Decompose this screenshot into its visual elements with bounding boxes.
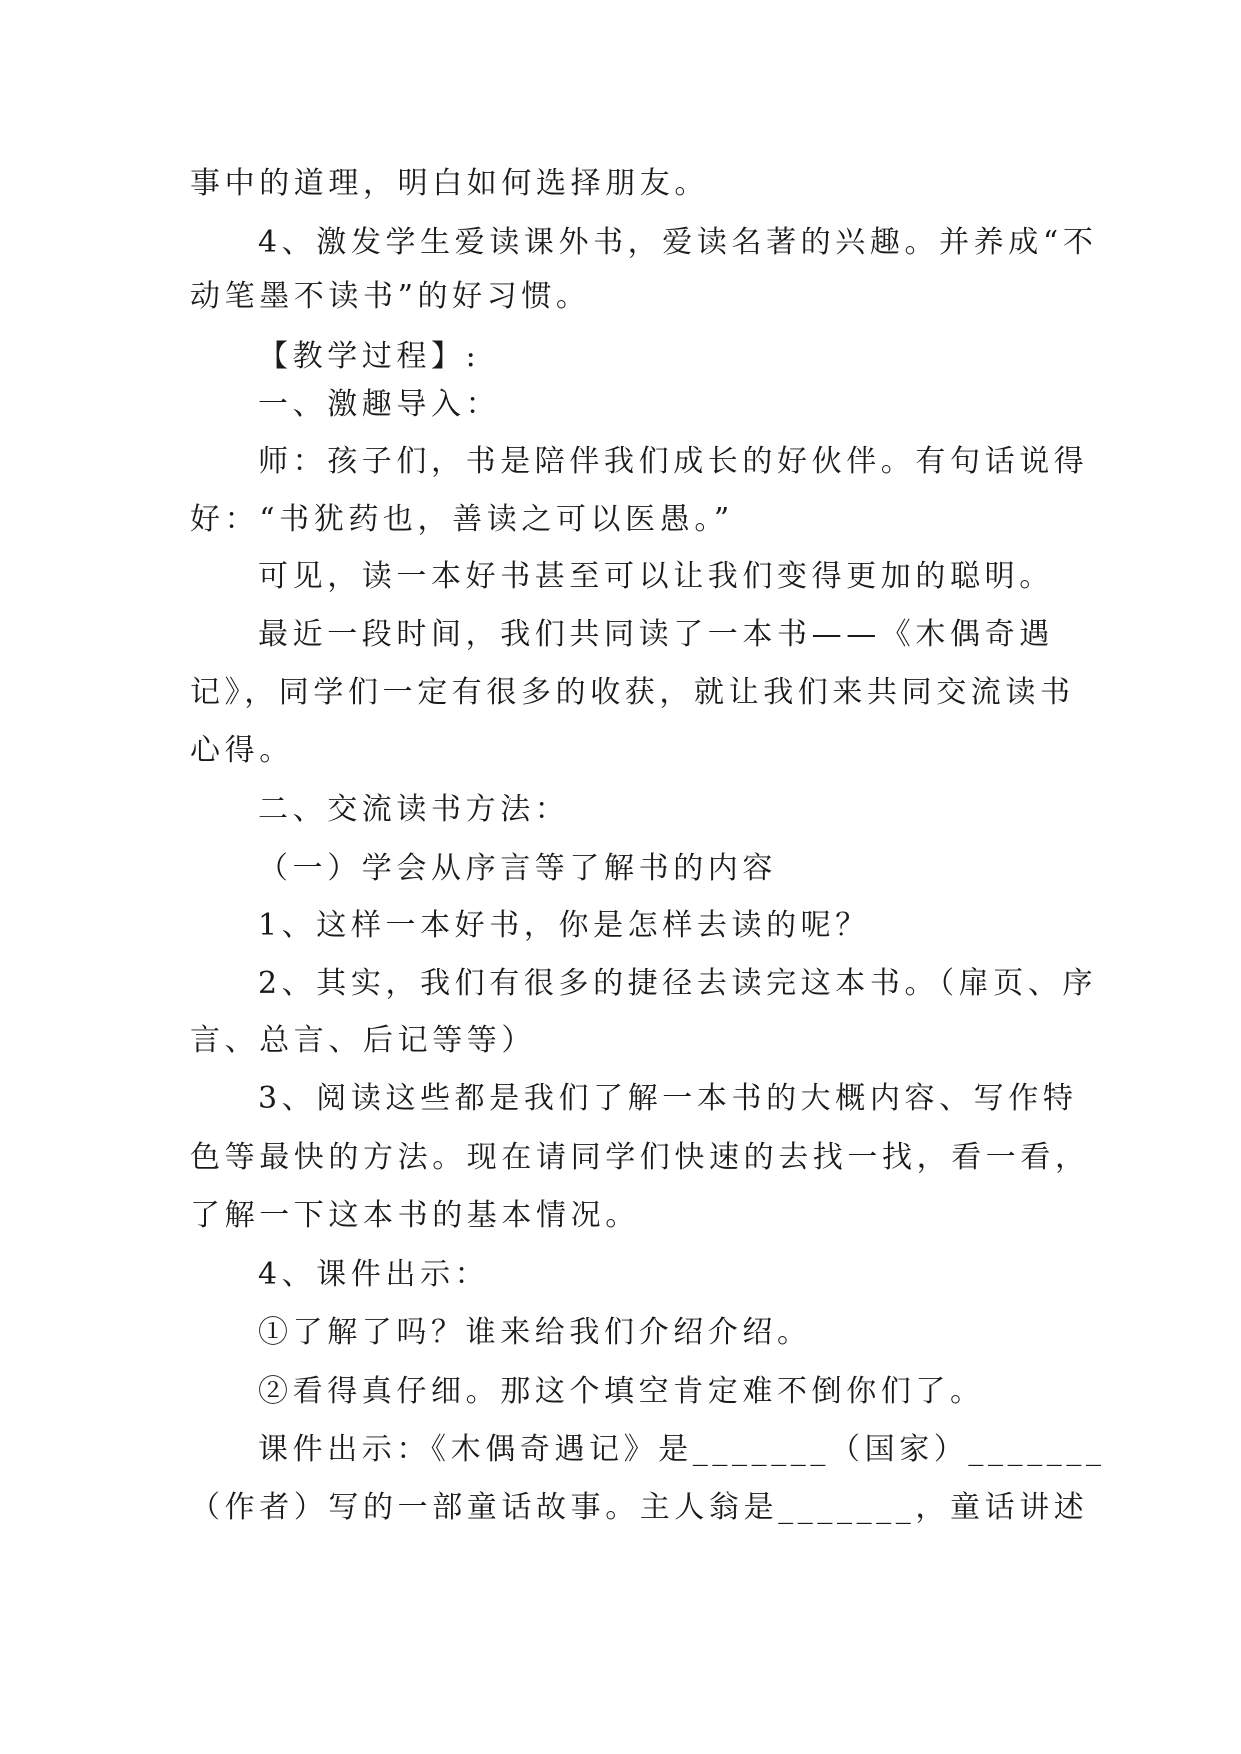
paragraph-line: 记》，同学们一定有很多的收获，就让我们来共同交流读书 xyxy=(190,675,1075,710)
paragraph-line: 事中的道理，明白如何选择朋友。 xyxy=(190,166,709,201)
paragraph-line: 动笔墨不读书”的好习惯。 xyxy=(190,279,591,314)
paragraph-line: 可见，读一本好书甚至可以让我们变得更加的聪明。 xyxy=(258,559,1054,594)
subsection-heading: （一）学会从序言等了解书的内容 xyxy=(258,851,777,886)
section-heading: 一、激趣导入： xyxy=(258,387,501,422)
paragraph-line: ①了解了吗？谁来给我们介绍介绍。 xyxy=(258,1315,812,1350)
paragraph-line: 4、激发学生爱读课外书，爱读名著的兴趣。并养成“不 xyxy=(258,225,1098,260)
paragraph-line: 最近一段时间，我们共同读了一本书——《木偶奇遇 xyxy=(258,617,1054,652)
paragraph-line: 4、课件出示： xyxy=(258,1257,490,1292)
paragraph-line: 色等最快的方法。现在请同学们快速的去找一找，看一看， xyxy=(190,1140,1090,1175)
paragraph-line: ②看得真仔细。那这个填空肯定难不倒你们了。 xyxy=(258,1374,985,1409)
paragraph-line: 好：“书犹药也，善读之可以医愚。” xyxy=(190,502,734,537)
section-heading: 【教学过程】: xyxy=(258,339,481,374)
paragraph-line: 课件出示：《木偶奇遇记》是_______（国家）_______ xyxy=(258,1432,1106,1467)
paragraph-line: 师：孩子们，书是陪伴我们成长的好伙伴。有句话说得 xyxy=(258,444,1089,479)
paragraph-line: 3、阅读这些都是我们了解一本书的大概内容、写作特 xyxy=(258,1081,1078,1116)
paragraph-line: （作者）写的一部童话故事。主人翁是_______，童话讲述 xyxy=(190,1490,1089,1525)
paragraph-line: 心得。 xyxy=(190,733,294,768)
paragraph-line: 2、其实，我们有很多的捷径去读完这本书。（扉页、序 xyxy=(258,966,1098,1001)
section-heading: 二、交流读书方法： xyxy=(258,792,570,827)
paragraph-line: 言、总言、后记等等） xyxy=(190,1023,536,1058)
paragraph-line: 1、这样一本好书，你是怎样去读的呢？ xyxy=(258,908,870,943)
paragraph-line: 了解一下这本书的基本情况。 xyxy=(190,1198,640,1233)
